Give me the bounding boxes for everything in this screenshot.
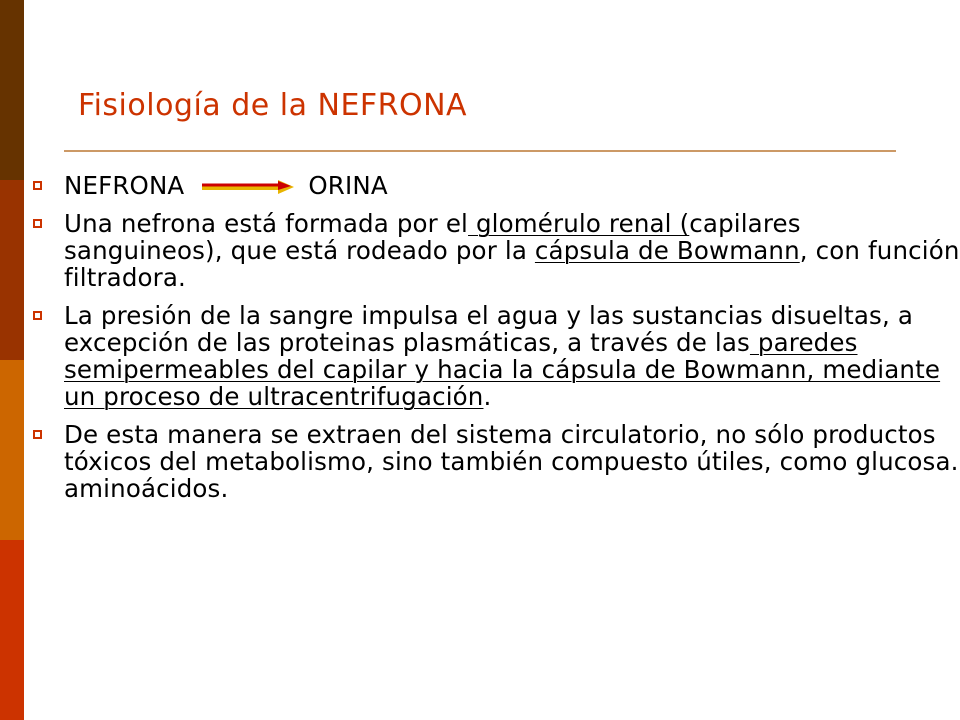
bullet4-text: De esta manera se extraen del sistema circulatorio, no sólo productos tóxicos del metabolismo, sino también compuesto útiles, como glucosa. aminoácidos. [64, 420, 959, 503]
square-bullet-icon [33, 181, 42, 190]
bullet2-part2: capilares sanguineos), que está rodeado por la [64, 209, 801, 265]
square-bullet-icon [33, 311, 42, 320]
bullet-item-2 [30, 210, 960, 291]
bullet2-part1: Una nefrona está formada por el [64, 209, 469, 238]
bullet3-part1: La presión de la sangre impulsa el agua y las sustancias disueltas, a excepción de las proteinas plasmáticas, a través de las [64, 301, 914, 357]
square-bullet-icon [33, 219, 42, 228]
bullet-item-3 [30, 302, 960, 410]
bullet-item-4 [30, 421, 960, 502]
decor-band-2 [0, 180, 24, 360]
square-bullet-icon [33, 430, 42, 439]
bullet-item-1 [30, 172, 960, 199]
bullet1-left: NEFRONA [64, 171, 185, 200]
bullet3-part2: . [483, 382, 492, 411]
right-arrow-icon [202, 180, 294, 194]
bullet2-part3: , con función filtradora. [64, 236, 960, 292]
decor-band-4 [0, 540, 24, 720]
paredes-semipermeables-term: paredes semipermeables del capilar y hacia la cápsula de Bowmann, mediante un proceso de ultracentrifugación [64, 328, 941, 411]
title-divider [64, 150, 896, 152]
decor-band-3 [0, 360, 24, 540]
capsula-bowmann-term: cápsula de Bowmann [534, 236, 800, 265]
bullet1-right: ORINA [308, 171, 388, 200]
decor-band-1 [0, 0, 24, 180]
bullet-list [30, 172, 960, 513]
slide-title: Fisiología de la NEFRONA [78, 88, 468, 123]
glomerulo-renal-term: glomérulo renal ( [468, 209, 690, 238]
